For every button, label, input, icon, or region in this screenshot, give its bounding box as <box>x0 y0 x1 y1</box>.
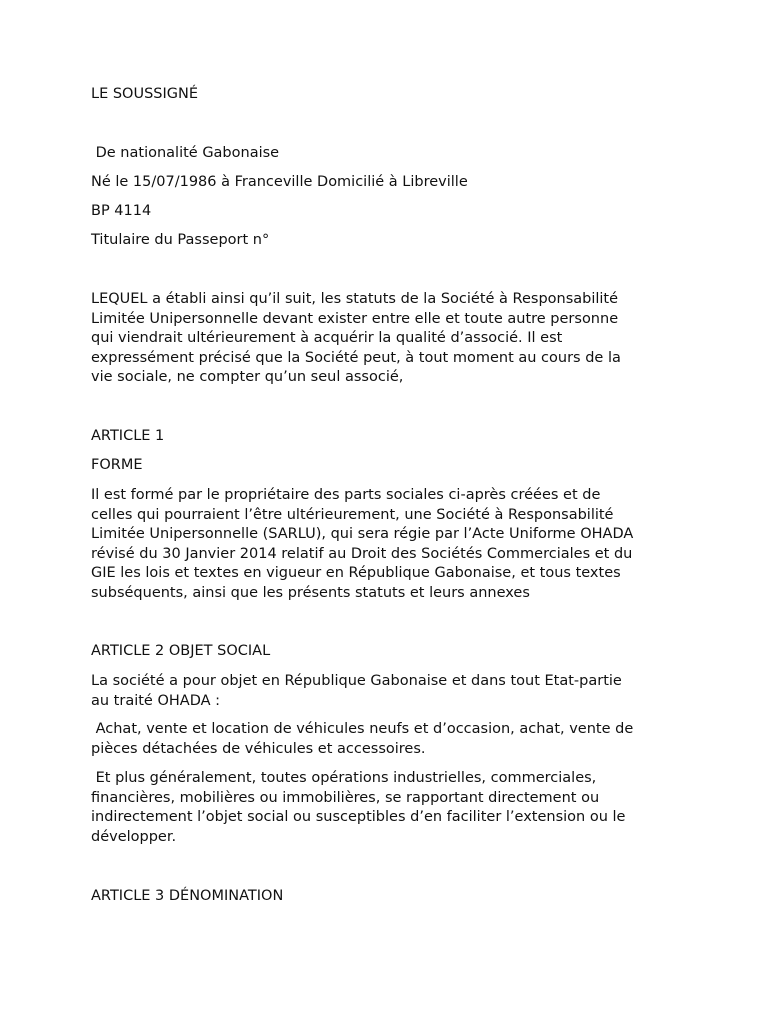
paragraph-line: révisé du 30 Janvier 2014 relatif au Droit des Sociétés Commerciales et du <box>91 545 633 562</box>
article1-subheading: FORME <box>91 457 143 473</box>
naissance-line: Né le 15/07/1986 à Franceville Domicilié à Libreville <box>91 174 468 190</box>
paragraph-line: qui viendrait ultérieurement à acquérir la qualité d’associé. Il est <box>91 330 563 346</box>
paragraph-line: Achat, vente et location de véhicules neufs et d’occasion, achat, vente de <box>91 721 634 737</box>
paragraph-line: pièces détachées de véhicules et accessoires. <box>91 740 426 757</box>
paragraph-line: celles qui pourraient l’être ultérieurement, une Société à Responsabilité <box>91 506 614 523</box>
paragraph-line: indirectement l’objet social ou susceptibles d’en faciliter l’extension ou le <box>91 809 626 825</box>
paragraph-line: Limitée Unipersonnelle (SARLU), qui sera régie par l’Acte Uniforme OHADA <box>91 526 634 542</box>
article3-heading: ARTICLE 3 DÉNOMINATION <box>91 888 284 904</box>
nationalite-line: De nationalité Gabonaise <box>91 145 280 161</box>
paragraph-line: LEQUEL a établi ainsi qu’il suit, les statuts de la Société à Responsabilité <box>91 291 619 307</box>
paragraph-line: Et plus généralement, toutes opérations industrielles, commerciales, <box>91 770 597 786</box>
paragraph-line: développer. <box>91 828 177 845</box>
article1-heading: ARTICLE 1 <box>91 428 165 444</box>
soussigne-heading: LE SOUSSIGNÉ <box>91 86 199 102</box>
paragraph-line: La société a pour objet en République Gabonaise et dans tout Etat-partie <box>91 673 622 689</box>
paragraph-line: subséquents, ainsi que les présents statuts et leurs annexes <box>91 584 530 601</box>
paragraph-line: financières, mobilières ou immobilières, se rapportant directement ou <box>91 789 600 806</box>
paragraph-line: Il est formé par le propriétaire des parts sociales ci-après créées et de <box>91 487 601 503</box>
paragraph-line: expressément précisé que la Société peut, à tout moment au cours de la <box>91 349 621 366</box>
paragraph-line: au traité OHADA : <box>91 692 221 709</box>
passeport-line: Titulaire du Passeport n° <box>91 232 270 248</box>
paragraph-line: Limitée Unipersonnelle devant exister entre elle et toute autre personne <box>91 310 619 327</box>
article2-heading: ARTICLE 2 OBJET SOCIAL <box>91 643 271 659</box>
bp-line: BP 4114 <box>91 203 152 219</box>
paragraph-line: vie sociale, ne compter qu’un seul associé, <box>91 369 404 385</box>
paragraph-line: GIE les lois et textes en vigueur en République Gabonaise, et tous textes <box>91 565 621 581</box>
